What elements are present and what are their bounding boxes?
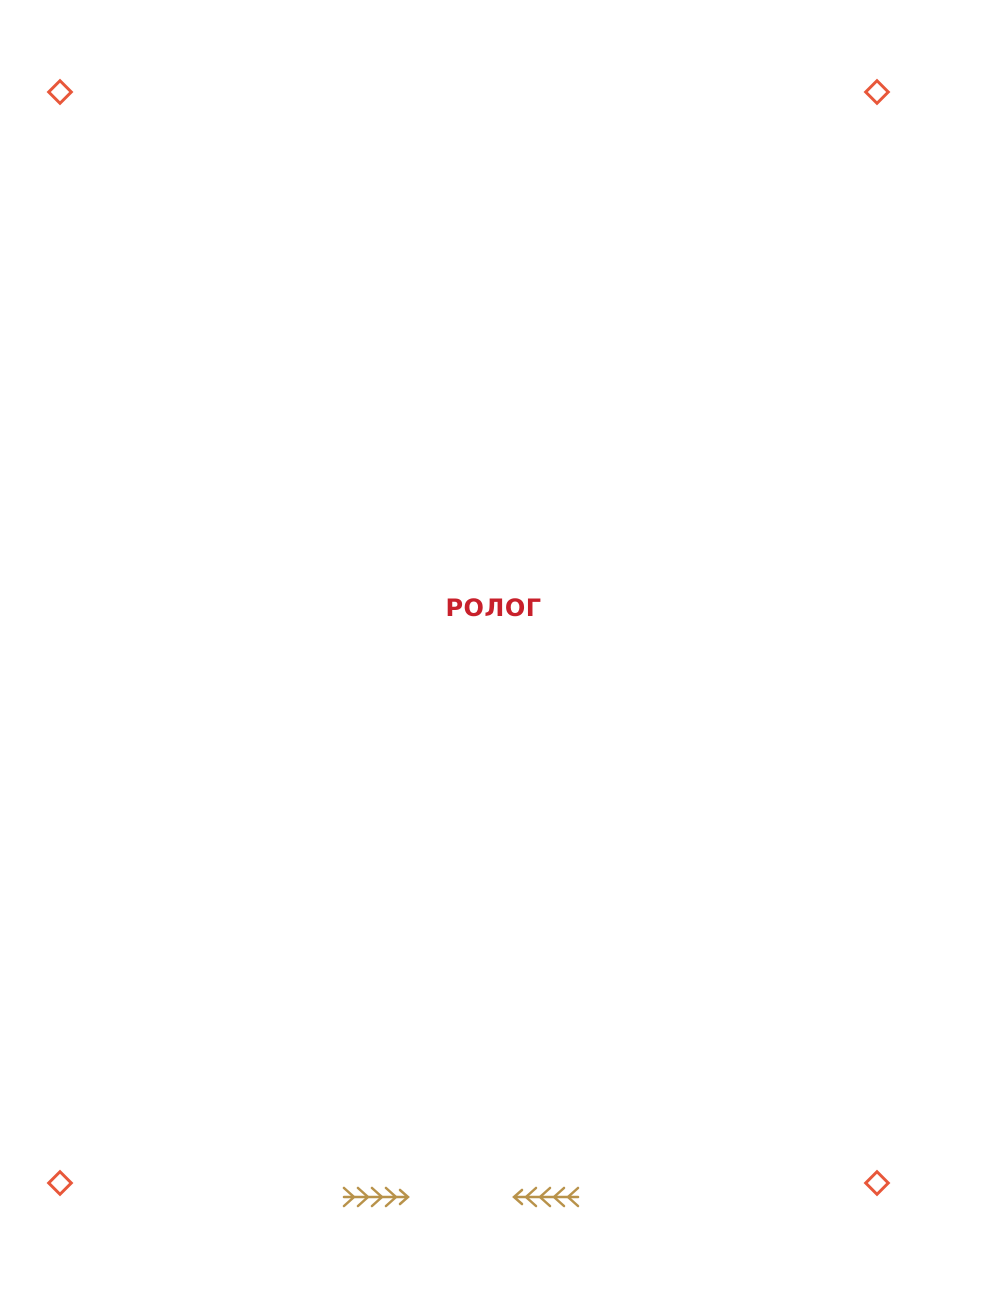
title-rest: ролог bbox=[445, 585, 542, 625]
chapter-title bbox=[0, 580, 987, 626]
corner-diamond-icon bbox=[866, 1172, 889, 1195]
corner-diamond-icon bbox=[866, 81, 889, 104]
feather-arrow-icon bbox=[340, 1184, 410, 1210]
feather-arrow-icon bbox=[512, 1184, 582, 1210]
corner-diamond-icon bbox=[49, 81, 72, 104]
corner-diamond-icon bbox=[49, 1172, 72, 1195]
